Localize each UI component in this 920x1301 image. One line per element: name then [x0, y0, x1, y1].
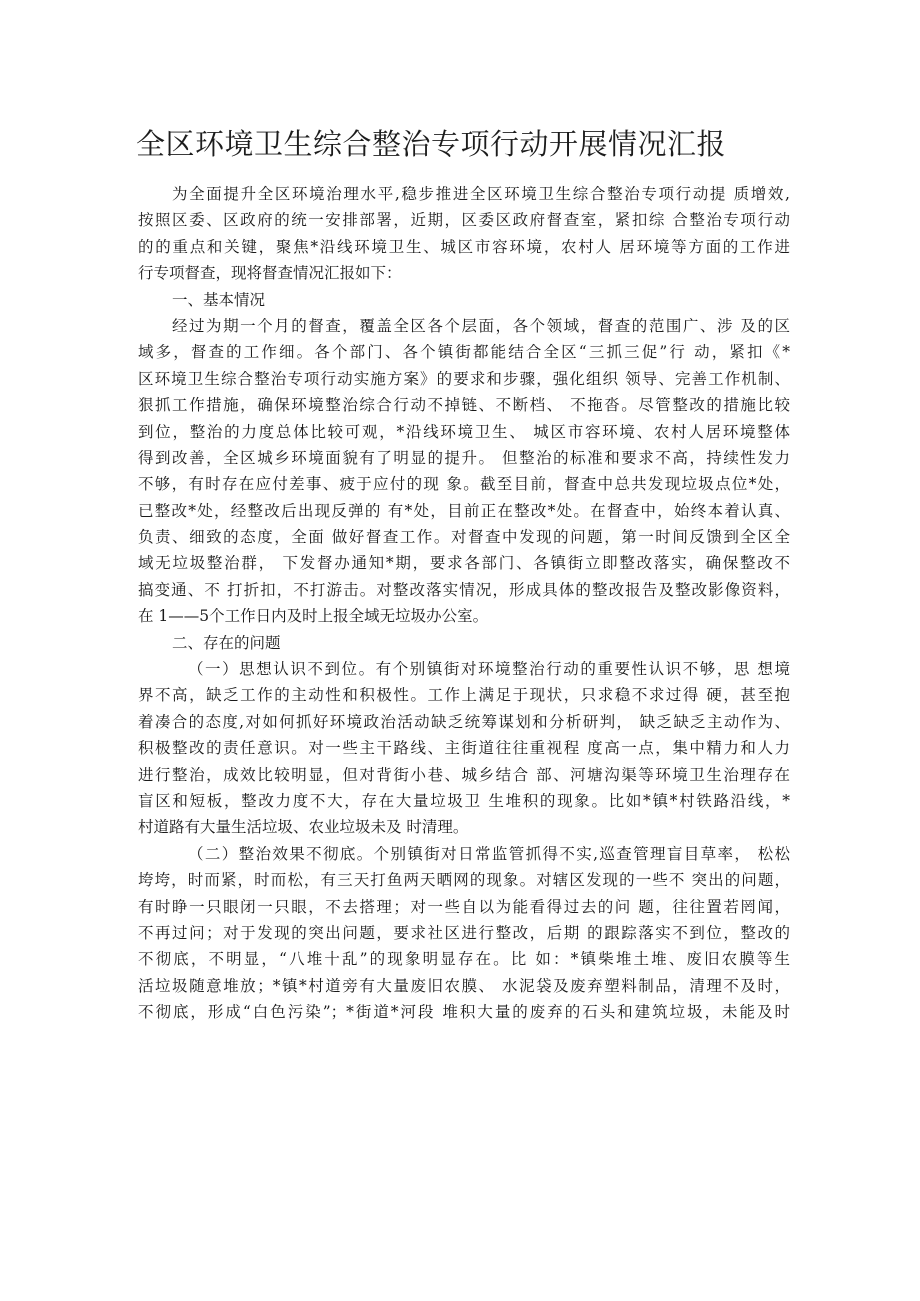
paragraph-line: 按照区委、区政府的统一安排部署，近期，区委区政府督查室，紧扣综 合整治专项行动	[138, 211, 790, 230]
paragraph-line: 为全面提升全区环境治理水平,稳步推进全区环境卫生综合整治专项行动提 质增效,	[172, 185, 790, 203]
paragraph-line: 盲区和短板，整改力度不大，存在大量垃圾卫 生堆积的现象。比如*镇*村铁路沿线，*	[138, 791, 790, 810]
paragraph-line: 狠抓工作措施，确保环境整治综合行动不掉链、不断档、 不拖沓。尽管整改的措施比较	[138, 396, 790, 415]
paragraph-line: 的的重点和关键，聚焦*沿线环境卫生、城区市容环境，农村人 居环境等方面的工作进	[138, 237, 790, 256]
paragraph-line: 负责、细致的态度，全面 做好督查工作。对督查中发现的问题，第一时间反馈到全区全	[138, 528, 790, 547]
paragraph-line: 得到改善，全区城乡环境面貌有了明显的提升。 但整治的标准和要求不高，持续性发力	[138, 448, 790, 467]
paragraph-line: 到位，整治的力度总体比较可观，*沿线环境卫生、 城区市容环境、农村人居环境整体	[138, 422, 790, 441]
paragraph-line: 域多，督查的工作细。各个部门、各个镇街都能结合全区“三抓三促”行 动，紧扣《*	[138, 343, 790, 362]
paragraph-line: 不够，有时存在应付差事、疲于应付的现 象。截至目前，督查中总共发现垃圾点位*处，	[138, 475, 790, 494]
paragraph-line: 进行整治，成效比较明显，但对背街小巷、城乡结合 部、河塘沟渠等环境卫生治理存在	[138, 765, 790, 784]
paragraph-line: 在 1——5个工作日内及时上报全域无垃圾办公室。	[138, 607, 489, 626]
section-heading: 一、基本情况	[172, 290, 266, 309]
paragraph-line: 着凑合的态度,对如何抓好环境政治活动缺乏统筹谋划和分析研判， 缺乏缺乏主动作为、	[138, 712, 790, 731]
paragraph-line: 有时睁一只眼闭一只眼，不去搭理；对一些自以为能看得过去的问 题，往往置若罔闻，	[138, 897, 790, 916]
paragraph-line: 搞变通、不 打折扣，不打游击。对整改落实情况，形成具体的整改报告及整改影像资料，	[138, 580, 790, 599]
paragraph-line: 不彻底，不明显，“八堆十乱”的现象明显存在。比 如：*镇柴堆土堆、废旧农膜等生	[138, 950, 790, 969]
paragraph-line: 区环境卫生综合整治专项行动实施方案》的要求和步骤，强化组织 领导、完善工作机制、	[138, 369, 790, 388]
section-heading: 二、存在的问题	[172, 633, 281, 652]
paragraph-line: 已整改*处，经整改后出现反弹的 有*处，目前正在整改*处。在督查中，始终本着认真、	[138, 501, 790, 520]
paragraph-line: 垮垮，时而紧，时而松，有三天打鱼两天晒网的现象。对辖区发现的一些不 突出的问题，	[138, 871, 790, 890]
paragraph-line: 行专项督查，现将督查情况汇报如下：	[138, 264, 402, 283]
paragraph-line: （一）思想认识不到位。有个别镇街对环境整治行动的重要性认识不够，思 想境	[188, 660, 790, 679]
paragraph-line: 界不高，缺乏工作的主动性和积极性。工作上满足于现状，只求稳不求过得 硬，甚至抱	[138, 686, 790, 705]
paragraph-line: 不彻底，形成“白色污染”；*街道*河段 堆积大量的废弃的石头和建筑垃圾，未能及时	[138, 1003, 790, 1022]
paragraph-line: （二）整治效果不彻底。个别镇街对日常监管抓得不实,巡查管理盲目草率， 松松	[188, 844, 790, 863]
paragraph-line: 积极整改的责任意识。对一些主干路线、主街道往往重视程 度高一点，集中精力和人力	[138, 739, 790, 758]
paragraph-line: 经过为期一个月的督查，覆盖全区各个层面，各个领域，督查的范围广、涉 及的区	[172, 316, 790, 335]
paragraph-line: 村道路有大量生活垃圾、农业垃圾未及 时清理。	[138, 818, 469, 837]
document-body	[138, 181, 790, 1026]
document-title: 全区环境卫生综合整治专项行动开展情况汇报	[136, 127, 727, 161]
paragraph-line: 域无垃圾整治群， 下发督办通知*期，要求各部门、各镇街立即整改落实，确保整改不	[138, 554, 790, 573]
paragraph-line: 不再过问；对于发现的突出问题，要求社区进行整改，后期 的跟踪落实不到位，整改的	[138, 923, 790, 942]
paragraph-line: 活垃圾随意堆放；*镇*村道旁有大量废旧农膜、 水泥袋及废弃塑料制品，清理不及时，	[138, 976, 790, 995]
